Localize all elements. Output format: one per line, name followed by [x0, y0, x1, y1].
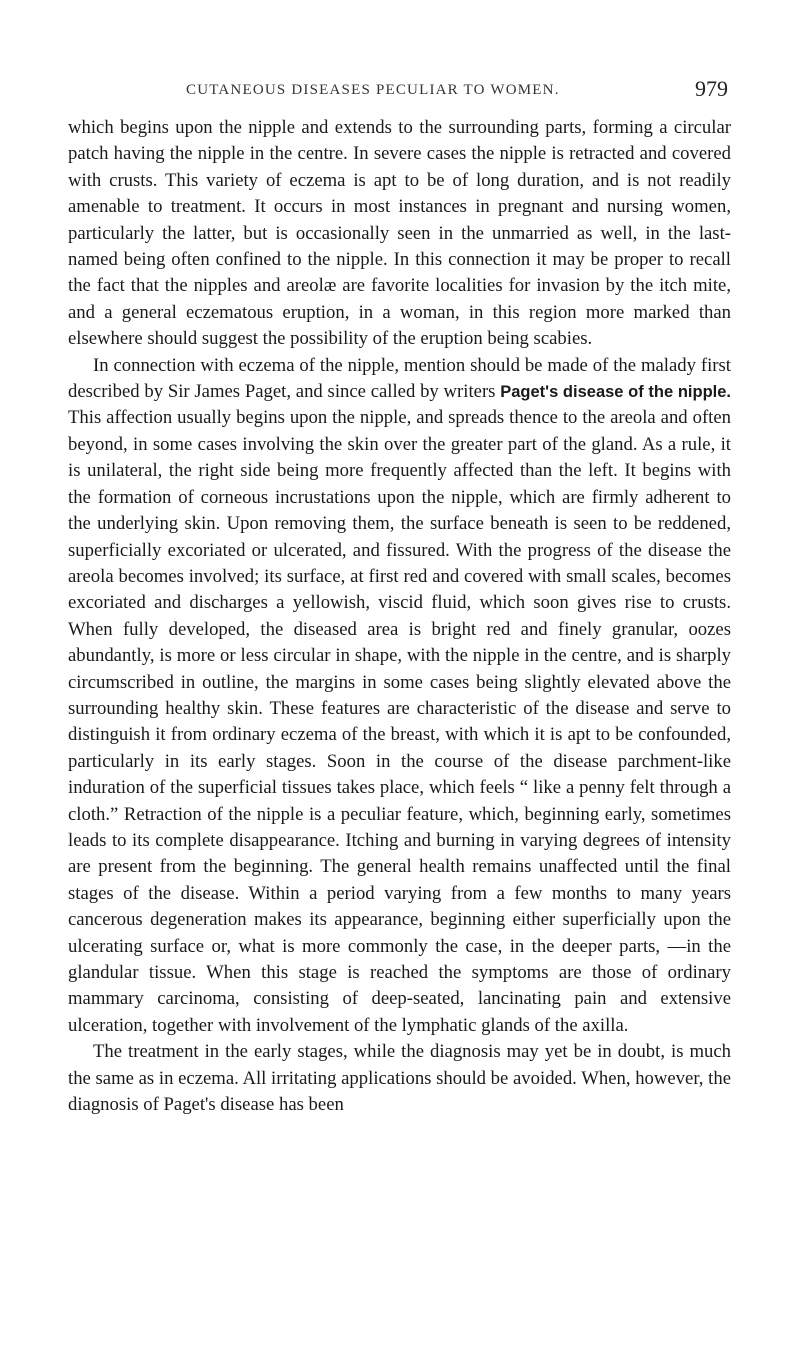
- paragraph-lead-text: In connection with eczema of the nipple, mention should be made of the malady first described by Sir James Paget, and since called by writers: [68, 354, 731, 403]
- page-header: [0, 76, 800, 104]
- page-number: 979: [695, 76, 728, 101]
- paragraph-eczema-of-nipple: which begins upon the nipple and extends to the surrounding parts, forming a circular patch having the nipple in the centre. In severe cases the nipple is retracted and covered with crusts. This variety of eczema is apt to be of long duration, and is not readily amenable to treatment. It occurs in most instances in pregnant and nursing women, particularly the latter, but is occasionally seen in the unmarried as well, in the last-named being often confined to the nipple. In this connection it may be proper to recall the fact that the nipples and areolæ are favorite localities for invasion by the itch mite, and a general eczematous eruption, in a woman, in this region more marked than elsewhere should suggest the possibility of the eruption being scabies.: [68, 117, 731, 350]
- pagets-disease-term: Paget's disease of the nipple.: [500, 383, 732, 402]
- paragraph-treatment: The treatment in the early stages, while the diagnosis may yet be in doubt, is much the same as in eczema. All irritating applications should be avoided. When, however, the diagnosis of Paget's disease has been: [68, 1041, 731, 1116]
- paragraph-body-text: This affection usually begins upon the nipple, and spreads thence to the areola and often beyond, in some cases involving the skin over the greater part of the gland. As a rule, it is unilateral, the right side being more frequently affected than the left. It begins with the formation of corneous incrustations upon the nipple, which are firmly adherent to the underlying skin. Upon removing them, the surface beneath is seen to be reddened, superficially excoriated or ulcerated, and fissured. With the progress of the disease the areola becomes involved; its surface, at first red and covered with small scales, becomes excoriated and discharges a yellowish, viscid fluid, which soon gives rise to crusts. When fully developed, the diseased area is bright red and finely granular, oozes abundantly, is more or less circular in shape, with the nipple in the centre, and is sharply circumscribed in outline, the margins in some cases being slightly elevated above the surrounding healthy skin. These features are characteristic of the disease and serve to distinguish it from ordinary eczema of the breast, with which it is apt to be confounded, particularly in its early stages. Soon in the course of the disease parchment-like induration of the superficial tissues takes place, which feels “ like a penny felt through a cloth.” Retraction of the nipple is a peculiar feature, which, beginning early, sometimes leads to its complete disappearance. Itching and burning in varying degrees of intensity are present from the beginning. The general health remains unaffected until the final stages of the disease. Within a period varying from a few months to many years cancerous degeneration makes its appearance, beginning either superficially upon the ulcerating surface or, what is more commonly the case, in the deeper parts, —in the glandular tissue. When this stage is reached the symptoms are those of ordinary mammary carcinoma, consisting of deep-seated, lancinating pain and extensive ulceration, together with involvement of the lymphatic glands of the axilla.: [68, 407, 731, 1036]
- body-text: [68, 115, 731, 1118]
- paragraph-pagets-disease: [68, 353, 731, 1040]
- running-head: CUTANEOUS DISEASES PECULIAR TO WOMEN.: [186, 82, 560, 98]
